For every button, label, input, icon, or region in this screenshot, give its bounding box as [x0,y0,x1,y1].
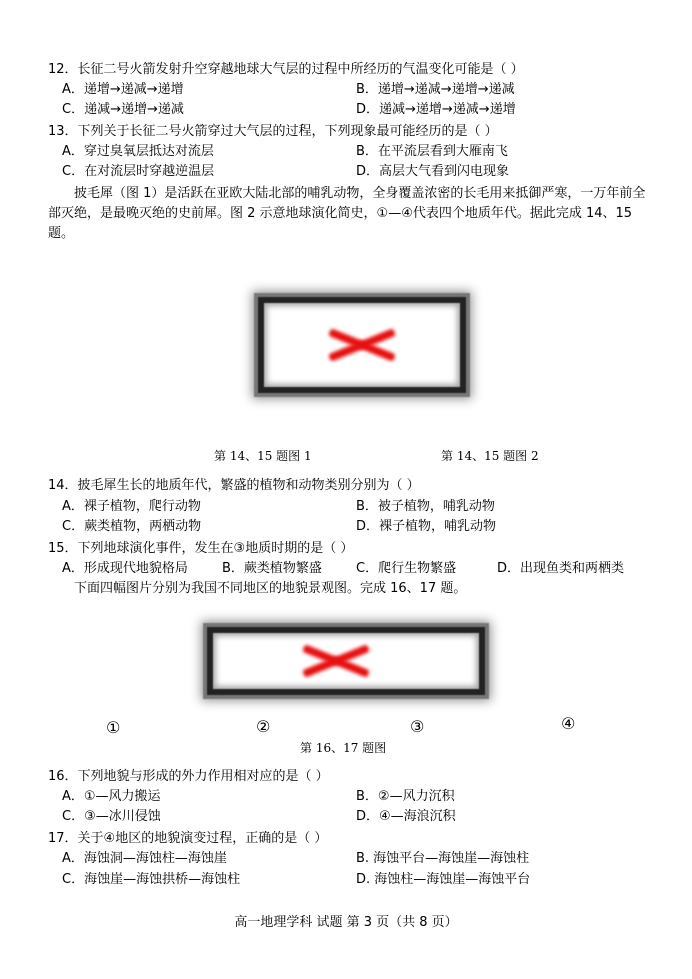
q12-option-b: B．递增→递减→递增→递减 [356,82,515,97]
q12-option-c: C．递减→递增→递减 [62,102,184,117]
intro-14-15: 披毛犀（图 1）是活跃在亚欧大陆北部的哺乳动物，全身覆盖浓密的长毛用来抵御严寒，一万年前全部灭绝，是最晚灭绝的史前犀。图 2 示意地球演化简史，①—④代表四个地质年代。据此完成 14、15 题。 [48,186,646,241]
q17-option-b: B. 海蚀平台—海蚀崖—海蚀柱 [356,851,530,866]
q17-option-d: D. 海蚀柱—海蚀崖—海蚀平台 [356,872,531,887]
q15-option-a: A．形成现代地貌格局 [62,561,188,576]
q12-stem: 12．长征二号火箭发射升空穿越地球大气层的过程中所经历的气温变化可能是（ ） [48,62,524,77]
q15-option-b: B．蕨类植物繁盛 [222,561,322,576]
q15-stem: 15．下列地球演化事件，发生在③地质时期的是（ ） [48,541,354,556]
figure-16-17-caption: 第 16、17 题图 [300,741,387,755]
q15-option-d: D．出现鱼类和两栖类 [497,561,625,576]
q14-option-b: B．被子植物，哺乳动物 [356,499,495,514]
q16-option-c: C．③—冰川侵蚀 [62,809,161,824]
q16-option-d: D．④—海浪沉积 [356,809,456,824]
broken-image-icon [301,644,391,678]
q13-option-c: C．在对流层时穿越逆温层 [62,164,215,179]
intro-16-17: 下面四幅图片分别为我国不同地区的地貌景观图。完成 16、17 题。 [74,581,467,596]
q14-option-d: D．裸子植物，哺乳动物 [356,519,497,534]
q12-option-d: D．递减→递增→递减→递增 [356,102,516,117]
figure-14-15-caption-2: 第 14、15 题图 2 [441,449,539,463]
q13-option-a: A．穿过臭氧层抵达对流层 [62,144,214,159]
q14-option-c: C．蕨类植物，两栖动物 [62,519,202,534]
figure-label-2: ② [256,717,271,736]
q13-option-d: D．高层大气看到闪电现象 [356,164,510,179]
figure-14-15-caption-1: 第 14、15 题图 1 [214,449,312,463]
page-footer: 高一地理学科 试题 第 3 页（共 8 页） [234,915,458,930]
q16-option-b: B．②—风力沉积 [356,789,455,804]
q14-stem: 14．披毛犀生长的地质年代，繁盛的植物和动物类别分别为（ ） [48,478,420,493]
q17-option-a: A．海蚀洞—海蚀柱—海蚀崖 [62,851,227,866]
q13-stem: 13．下列关于长征二号火箭穿过大气层的过程，下列现象最可能经历的是（ ） [48,124,498,139]
q16-stem: 16．下列地貌与形成的外力作用相对应的是（ ） [48,769,329,784]
figure-16-17-image [207,627,485,695]
figure-label-4: ④ [561,714,576,733]
q12-option-a: A．递增→递减→递增 [62,82,184,97]
figure-label-1: ① [106,718,121,737]
figure-14-15-image [258,297,466,393]
broken-image-icon [327,328,397,362]
q17-stem: 17．关于④地区的地貌演变过程，正确的是（ ） [48,831,328,846]
figure-label-3: ③ [410,717,425,736]
q17-option-c: C．海蚀崖—海蚀拱桥—海蚀柱 [62,872,241,887]
q16-option-a: A．①—风力搬运 [62,789,161,804]
q14-option-a: A．裸子植物，爬行动物 [62,499,201,514]
q15-option-c: C．爬行生物繁盛 [356,561,457,576]
q13-option-b: B．在平流层看到大雁南飞 [356,144,508,159]
